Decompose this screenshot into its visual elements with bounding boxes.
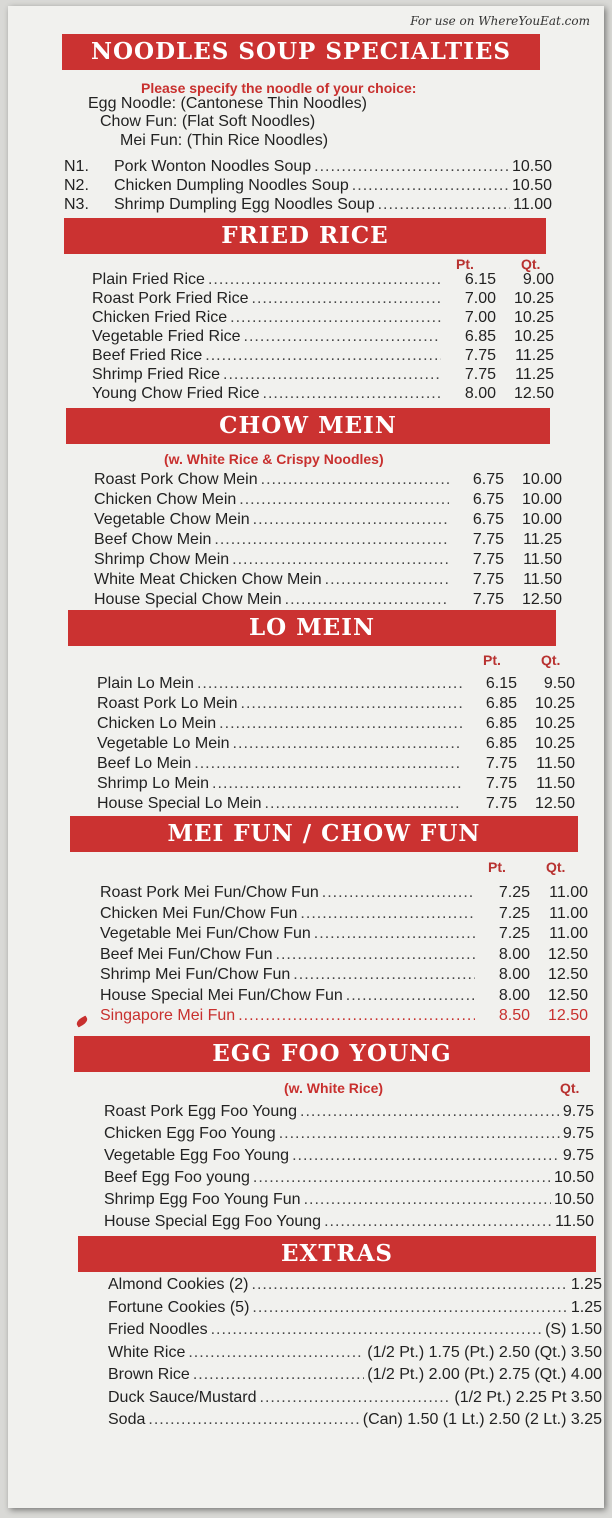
menu-item-row (94, 471, 562, 489)
dot-leader (205, 347, 441, 365)
menu-item-row (104, 1169, 594, 1187)
dot-leader (244, 328, 441, 346)
pint-price: 7.25 (498, 884, 530, 901)
menu-item-row (92, 290, 554, 308)
menu-item-row (92, 328, 554, 346)
quart-price: 11.25 (515, 366, 554, 383)
section-banner-noodle-soup: NOODLES SOUP SPECIALTIES (62, 34, 540, 70)
item-price: 1.25 (570, 1298, 602, 1316)
quart-price: 9.50 (543, 675, 575, 692)
dot-leader (300, 1103, 560, 1121)
item-name: Duck Sauce/Mustard (108, 1388, 257, 1406)
quart-price: 12.50 (521, 591, 562, 608)
pt-header: Pt. (483, 652, 501, 668)
dot-leader (263, 385, 442, 403)
quart-price: 11.50 (536, 755, 575, 772)
item-code: N2. (64, 177, 89, 194)
dot-leader (212, 775, 462, 793)
dot-leader (324, 1213, 552, 1231)
dot-leader (314, 158, 509, 176)
item-name: Plain Lo Mein (97, 675, 194, 692)
dot-leader (261, 471, 449, 489)
section-banner-egg-foo-young: EGG FOO YOUNG (74, 1036, 590, 1072)
section-banner-chow-mein: CHOW MEIN (66, 408, 550, 444)
menu-item-row (108, 1389, 602, 1407)
noodle-choice-mei-fun: Mei Fun: (Thin Rice Noodles) (120, 132, 329, 149)
noodle-choice-note: Please specify the noodle of your choice: (141, 80, 417, 96)
item-name: Vegetable Egg Foo Young (104, 1147, 290, 1164)
item-name: Roast Pork Egg Foo Young (104, 1103, 298, 1120)
item-name: Beef Lo Mein (97, 755, 192, 772)
menu-item-row (100, 884, 588, 902)
item-name: Chicken Egg Foo Young (104, 1125, 276, 1142)
item-name: Shrimp Fried Rice (92, 366, 221, 383)
dot-leader (252, 290, 442, 308)
quart-price: 12.50 (547, 966, 588, 983)
dot-leader (325, 571, 449, 589)
item-name: Chicken Mei Fun/Chow Fun (100, 904, 298, 922)
dot-leader (188, 1344, 364, 1362)
quart-price: 10.00 (521, 471, 562, 488)
dot-leader (197, 675, 462, 693)
pint-price: 6.85 (464, 328, 496, 345)
quart-price: 11.50 (555, 1213, 594, 1230)
dot-leader (378, 196, 511, 214)
dot-leader (279, 1125, 560, 1143)
menu-item-row (97, 735, 575, 753)
pint-price: 8.00 (498, 986, 530, 1004)
dot-leader (148, 1411, 359, 1429)
item-name: Pork Wonton Noodles Soup (114, 158, 312, 175)
menu-item-row (104, 1147, 594, 1165)
menu-item-row (94, 531, 562, 549)
dot-leader (252, 1276, 568, 1294)
dot-leader (233, 735, 462, 753)
menu-item-row (94, 511, 562, 529)
pint-price: 7.75 (464, 347, 496, 364)
dot-leader (322, 884, 475, 902)
pint-price: 7.25 (498, 904, 530, 922)
pint-price: 6.85 (485, 695, 517, 712)
quart-price: 11.00 (549, 925, 588, 942)
item-name: House Special Chow Mein (94, 591, 282, 608)
item-name: Fortune Cookies (5) (108, 1298, 250, 1316)
menu-item-row (104, 1103, 594, 1121)
item-name: Shrimp Dumpling Egg Noodles Soup (114, 196, 375, 213)
menu-item-row (100, 987, 588, 1005)
dot-leader (239, 491, 449, 509)
dot-leader (238, 1007, 475, 1025)
menu-item-row (108, 1366, 602, 1384)
quart-price: 11.25 (523, 531, 562, 548)
quart-price: 10.00 (521, 511, 562, 528)
menu-item-row (100, 905, 588, 923)
dot-leader (314, 925, 475, 943)
menu-item-row (97, 795, 575, 813)
menu-item-row (108, 1344, 602, 1362)
item-name: Soda (108, 1411, 146, 1428)
pint-price: 7.75 (472, 591, 504, 608)
item-name: Chicken Dumpling Noodles Soup (114, 177, 349, 194)
menu-item-row (64, 158, 552, 176)
quart-price: 12.50 (547, 1007, 588, 1024)
item-code: N1. (64, 158, 89, 175)
pint-price: 6.75 (472, 471, 504, 488)
dot-leader (253, 1169, 551, 1187)
pint-price: 6.75 (472, 491, 504, 508)
pint-price: 8.00 (498, 966, 530, 983)
quart-price: 9.00 (522, 271, 554, 288)
item-price: 11.00 (513, 196, 552, 213)
dot-leader (260, 1389, 452, 1407)
dot-leader (276, 946, 475, 964)
dot-leader (292, 1147, 560, 1165)
quart-price: 9.75 (562, 1125, 594, 1142)
pint-price: 7.00 (464, 290, 496, 307)
pint-price: 6.85 (485, 715, 517, 732)
pt-header: Pt. (488, 859, 506, 875)
pint-price: 6.15 (485, 675, 517, 692)
noodle-choice-egg: Egg Noodle: (Cantonese Thin Noodles) (88, 95, 367, 112)
menu-item-row (92, 309, 554, 327)
item-name: Plain Fried Rice (92, 271, 205, 288)
dot-leader (285, 591, 449, 609)
item-name: Vegetable Chow Mein (94, 511, 250, 528)
pint-price: 7.75 (485, 775, 517, 792)
quart-price: 11.00 (549, 904, 588, 922)
qt-header: Qt. (541, 652, 561, 668)
item-name: Shrimp Chow Mein (94, 551, 230, 568)
item-price: (Can) 1.50 (1 Lt.) 2.50 (2 Lt.) 3.25 (362, 1411, 602, 1428)
dot-leader (293, 966, 475, 984)
dot-leader (300, 905, 475, 923)
pint-price: 6.85 (485, 735, 517, 752)
quart-price: 10.00 (521, 491, 562, 508)
item-name: Beef Egg Foo young (104, 1169, 250, 1186)
item-price: 10.50 (511, 177, 552, 194)
quart-price: 11.50 (523, 571, 562, 588)
item-name: Roast Pork Mei Fun/Chow Fun (100, 884, 319, 901)
item-name: Roast Pork Chow Mein (94, 471, 258, 488)
quart-price: 10.25 (513, 328, 554, 345)
dot-leader (230, 309, 441, 327)
pint-price: 7.75 (472, 551, 504, 568)
quart-price: 11.50 (523, 551, 562, 568)
menu-item-row (108, 1321, 602, 1339)
dot-leader (346, 987, 475, 1005)
dot-leader (232, 551, 449, 569)
item-name: Beef Chow Mein (94, 531, 212, 548)
egg-foo-young-note: (w. White Rice) (284, 1080, 384, 1096)
quart-price: 11.00 (549, 884, 588, 901)
item-name: Roast Pork Fried Rice (92, 290, 249, 307)
menu-item-row (104, 1191, 594, 1209)
menu-item-row (92, 271, 554, 289)
menu-item-row (94, 551, 562, 569)
item-name: Chicken Chow Mein (94, 491, 237, 508)
item-price: (1/2 Pt.) 2.25 Pt 3.50 (454, 1388, 602, 1406)
dot-leader (265, 795, 462, 813)
menu-item-row (100, 925, 588, 943)
qt-header: Qt. (546, 859, 566, 875)
pint-price: 8.00 (464, 385, 496, 402)
menu-item-row (94, 491, 562, 509)
item-name: Chicken Fried Rice (92, 309, 228, 326)
item-name: White Rice (108, 1343, 186, 1361)
section-banner-mei-fun: MEI FUN / CHOW FUN (70, 816, 578, 852)
spicy-chili-icon (75, 1015, 89, 1027)
item-name: Beef Mei Fun/Chow Fun (100, 945, 273, 963)
quart-price: 11.25 (515, 347, 554, 364)
item-name: Fried Noodles (108, 1321, 208, 1338)
section-banner-lo-mein: LO MEIN (68, 610, 556, 646)
dot-leader (241, 695, 462, 713)
item-name: Shrimp Egg Foo Young Fun (104, 1191, 301, 1208)
quart-price: 9.75 (562, 1147, 594, 1164)
menu-item-row (92, 385, 554, 403)
item-code: N3. (64, 196, 89, 213)
menu-item-row (94, 591, 562, 609)
item-name: Chicken Lo Mein (97, 715, 217, 732)
watermark: For use on WhereYouEat.com (410, 14, 590, 28)
quart-price: 10.25 (534, 715, 575, 732)
menu-item-row (97, 675, 575, 693)
section-banner-extras: EXTRAS (78, 1236, 596, 1272)
section-banner-fried-rice: FRIED RICE (64, 218, 546, 254)
menu-item-row (104, 1213, 594, 1231)
quart-price: 10.25 (513, 290, 554, 307)
quart-price: 10.25 (534, 735, 575, 752)
menu-item-row (97, 755, 575, 773)
dot-leader (219, 715, 462, 733)
menu-item-row (64, 177, 552, 195)
item-name: Roast Pork Lo Mein (97, 695, 238, 712)
pint-price: 6.15 (464, 271, 496, 288)
quart-price: 11.50 (536, 775, 575, 792)
dot-leader (352, 177, 509, 195)
pint-price: 7.25 (498, 925, 530, 942)
menu-item-row (92, 366, 554, 384)
menu-item-row (108, 1276, 602, 1294)
pint-price: 7.75 (464, 366, 496, 383)
item-name: Shrimp Mei Fun/Chow Fun (100, 966, 291, 983)
item-name: Beef Fried Rice (92, 347, 203, 364)
menu-item-row (100, 1007, 588, 1025)
menu-item-row (97, 695, 575, 713)
quart-price: 10.25 (534, 695, 575, 712)
qt-header: Qt. (560, 1080, 580, 1096)
item-name: House Special Mei Fun/Chow Fun (100, 986, 343, 1004)
quart-price: 12.50 (534, 795, 575, 812)
item-price: 10.50 (511, 158, 552, 175)
menu-item-row (97, 775, 575, 793)
quart-price: 12.50 (547, 986, 588, 1004)
item-price: 1.25 (570, 1276, 602, 1293)
quart-price: 10.50 (553, 1191, 594, 1208)
menu-item-row (92, 347, 554, 365)
menu-item-row (104, 1125, 594, 1143)
dot-leader (193, 1366, 364, 1384)
chow-mein-note: (w. White Rice & Crispy Noodles) (164, 451, 384, 467)
dot-leader (194, 755, 462, 773)
pint-price: 7.75 (485, 795, 517, 812)
item-name: Singapore Mei Fun (100, 1007, 236, 1024)
item-price: (1/2 Pt.) 2.00 (Pt.) 2.75 (Qt.) 4.00 (367, 1366, 602, 1383)
menu-item-row (94, 571, 562, 589)
item-name: Vegetable Mei Fun/Chow Fun (100, 925, 311, 942)
item-name: Young Chow Fried Rice (92, 385, 260, 402)
pint-price: 8.00 (498, 945, 530, 963)
noodle-choice-chow-fun: Chow Fun: (Flat Soft Noodles) (100, 113, 316, 130)
item-name: Vegetable Lo Mein (97, 735, 230, 752)
dot-leader (214, 531, 449, 549)
pint-price: 6.75 (472, 511, 504, 528)
dot-leader (304, 1191, 551, 1209)
menu-item-row (100, 966, 588, 984)
quart-price: 10.25 (513, 309, 554, 326)
pt-header: Pt. (456, 256, 474, 272)
item-name: White Meat Chicken Chow Mein (94, 571, 322, 588)
item-name: Shrimp Lo Mein (97, 775, 210, 792)
pint-price: 7.75 (472, 531, 504, 548)
item-price: (S) 1.50 (545, 1321, 602, 1338)
menu-item-row (108, 1411, 602, 1429)
dot-leader (223, 366, 441, 384)
menu-page (8, 6, 604, 1508)
dot-leader (211, 1321, 542, 1339)
item-name: House Special Egg Foo Young (104, 1213, 322, 1230)
menu-item-row (108, 1299, 602, 1317)
item-name: Almond Cookies (2) (108, 1276, 249, 1293)
pint-price: 8.50 (498, 1007, 530, 1024)
quart-price: 10.50 (553, 1169, 594, 1186)
quart-price: 12.50 (547, 945, 588, 963)
dot-leader (253, 511, 449, 529)
item-price: (1/2 Pt.) 1.75 (Pt.) 2.50 (Qt.) 3.50 (367, 1343, 602, 1361)
menu-item-row (97, 715, 575, 733)
dot-leader (208, 271, 441, 289)
quart-price: 12.50 (513, 385, 554, 402)
menu-item-row (100, 946, 588, 964)
qt-header: Qt. (521, 256, 541, 272)
pint-price: 7.75 (485, 755, 517, 772)
item-name: Vegetable Fried Rice (92, 328, 241, 345)
pint-price: 7.75 (472, 571, 504, 588)
item-name: House Special Lo Mein (97, 795, 262, 812)
quart-price: 9.75 (562, 1103, 594, 1120)
dot-leader (252, 1299, 567, 1317)
item-name: Brown Rice (108, 1366, 190, 1383)
menu-item-row (64, 196, 552, 214)
pint-price: 7.00 (464, 309, 496, 326)
